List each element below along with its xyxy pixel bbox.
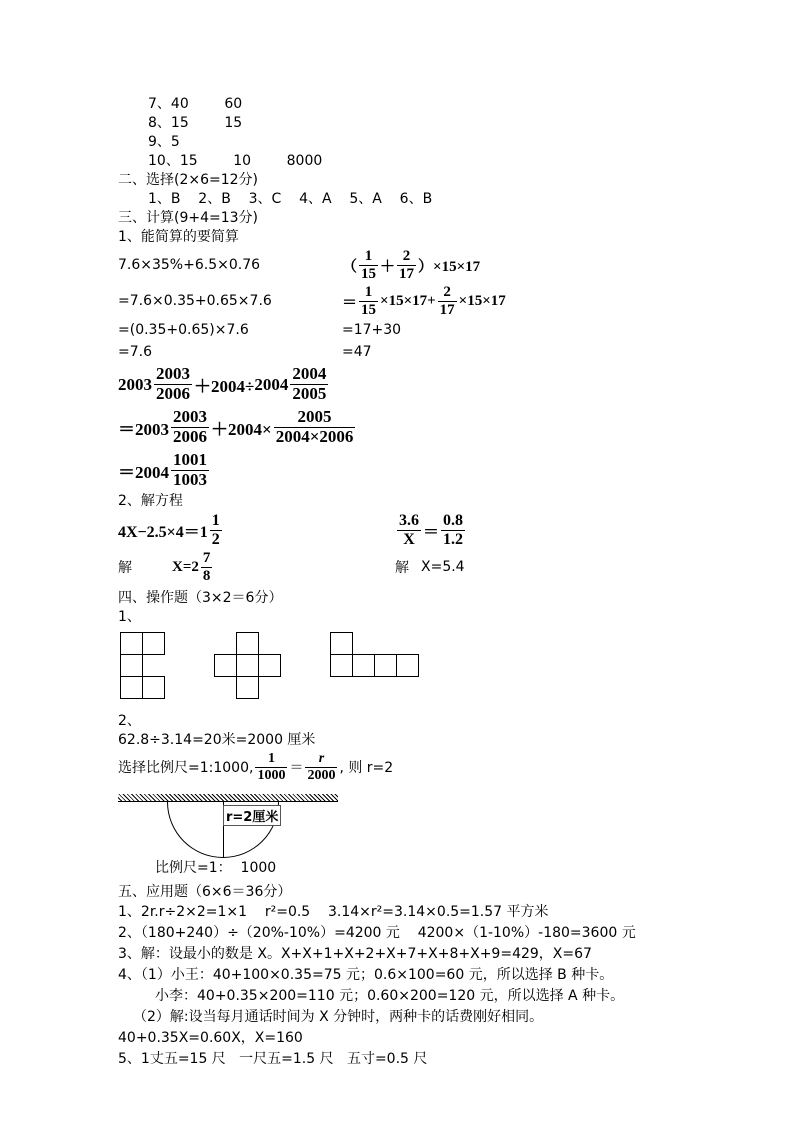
text-run: X=5.4: [421, 559, 465, 576]
answer-line: 3、解：设最小的数是 X。X+X+1+X+2+X+7+X+8+X+9=429，X=67: [118, 946, 592, 963]
solution-left: [118, 549, 395, 585]
calc-row-4: [118, 341, 758, 363]
fraction-numerator: r: [305, 751, 337, 767]
fraction-denominator: 15: [361, 265, 377, 282]
calc-fraction-line-2: [118, 406, 758, 449]
fraction-numerator: 3.6: [399, 512, 419, 529]
section-4-title: 四、操作题（3×2＝6分）: [118, 590, 283, 607]
fraction-numerator: 1: [359, 248, 378, 266]
section-3-subtitle: 1、能简算的要简算: [118, 229, 239, 245]
hatch-shading: [118, 794, 338, 801]
circumference-calc-line: 62.8÷3.14=20米=2000 厘米: [118, 732, 316, 749]
fraction-denominator: 8: [202, 567, 211, 584]
text-run: ＋2004÷: [194, 377, 255, 396]
fraction: [397, 248, 416, 282]
text-run: ＋2004×: [211, 420, 272, 439]
calc-right-expression: [342, 322, 401, 338]
answer-line-9: 9、5: [148, 134, 180, 150]
fraction-denominator: 2004×2006: [275, 427, 354, 446]
equals-sign: ＝: [423, 523, 440, 541]
scale-equation-line: [118, 750, 758, 784]
fraction-denominator: 2006: [173, 427, 207, 446]
fraction-denominator: 2005: [292, 384, 327, 403]
equation-right: [395, 511, 467, 549]
equation-row: [118, 511, 758, 549]
equals-sign: ＝: [289, 760, 304, 777]
fraction: [274, 408, 356, 446]
fraction: [171, 408, 209, 446]
text-run: （: [342, 258, 358, 275]
equation-subtitle: 2、解方程: [118, 493, 183, 509]
fraction: [201, 550, 213, 584]
text-run: ＝2004: [118, 463, 169, 482]
text-run: 选择比例尺=1:1000,: [118, 760, 254, 777]
section-2-title: 二、选择(2×6=12分): [118, 172, 259, 188]
fraction-denominator: 1003: [173, 470, 207, 489]
answer-line: 1、2r.r÷2×2=1×1 r²=0.5 3.14×r²=3.14×0.5=1.57 平方米: [118, 904, 549, 921]
text-run: , 则 r=2: [339, 760, 394, 777]
grid-figure-3: [330, 632, 419, 677]
fraction-denominator: 2000: [307, 767, 336, 783]
answer-line: 40+0.35X=0.60X，X=160: [118, 1030, 303, 1047]
calc-left-expression: =7.6: [118, 343, 152, 360]
text-run: 4X−2.5×4＝1: [118, 523, 208, 541]
fraction-denominator: 1.2: [443, 530, 464, 548]
calc-fraction-line-1: [118, 363, 758, 406]
text-run: 解: [118, 560, 132, 577]
text-run: ×15×17: [458, 292, 506, 309]
equation-left: [118, 511, 395, 549]
calc-left-expression: =(0.35+0.65)×7.6: [118, 321, 249, 338]
fraction: [438, 284, 457, 318]
text-run: X=2: [172, 558, 199, 575]
calc-right-expression: [342, 344, 372, 360]
fraction-denominator: 1000: [257, 767, 286, 783]
calc-right-expression: [342, 283, 506, 319]
fraction-denominator: 15: [361, 301, 377, 318]
section-2-answers: 1、B 2、B 3、C 4、A 5、A 6、B: [148, 191, 433, 207]
text-run: =47: [342, 344, 372, 360]
text-run: 2004: [254, 374, 289, 394]
answer-line: 4、（1）小王：40+100×0.35=75 元；0.6×100=60 元，所以选择 B 种卡。: [118, 967, 614, 984]
fraction: [290, 365, 328, 403]
section-5-title: 五、应用题（6×6＝36分）: [118, 884, 292, 901]
fraction-denominator: 2006: [156, 384, 190, 403]
fraction-numerator: 1: [359, 284, 378, 302]
section-4-item-1: 1、: [118, 609, 141, 626]
grid-figure-1: [120, 632, 165, 699]
text-run: ×15×17+: [380, 292, 436, 309]
grid-figures: [120, 632, 758, 706]
fraction: [255, 751, 287, 783]
section-3-title: 三、计算(9+4=13分): [118, 210, 259, 226]
calc-row-1: [118, 247, 758, 283]
calc-left-expression: 7.6×35%+6.5×0.76: [118, 256, 261, 273]
answer-line-7: 7、40 60: [148, 96, 243, 112]
answer-line-8: 8、15 15: [148, 115, 243, 131]
fraction: [441, 512, 465, 548]
semicircle-figure: [118, 794, 338, 858]
fraction-numerator: 1: [211, 512, 220, 529]
scale-label: 比例尺=1： 1000: [155, 860, 277, 877]
solution-right: [395, 557, 465, 577]
fraction: [305, 751, 337, 783]
calc-row-2: [118, 283, 758, 319]
fraction-numerator: 1001: [173, 450, 207, 470]
text-run: 2003: [118, 374, 152, 394]
calc-right-expression: [342, 247, 480, 283]
fraction: [397, 512, 421, 548]
fraction-denominator: 2: [211, 530, 220, 548]
semicircle: [167, 802, 279, 858]
fraction: [154, 365, 192, 403]
fraction-denominator: 17: [399, 265, 415, 282]
text-run: ＋: [380, 258, 396, 275]
solution-row: [118, 549, 758, 585]
answer-line: 5、1丈五=15 尺 一尺五=1.5 尺 五寸=0.5 尺: [118, 1051, 428, 1068]
fraction-numerator: 1: [255, 751, 287, 767]
fraction-numerator: 2003: [173, 407, 207, 427]
text-run: ＝2003: [118, 420, 169, 439]
calc-fraction-line-3: [118, 449, 758, 492]
fraction-numerator: 2: [438, 284, 457, 302]
fraction-numerator: 2004: [292, 364, 327, 384]
answer-line: 2、（180+240）÷（20%-10%）=4200 元 4200×（1-10%）-180=3600 元: [118, 925, 636, 942]
fraction-numerator: 7: [202, 550, 211, 567]
fraction-denominator: X: [403, 530, 415, 548]
answer-line-10: 10、15 10 8000: [148, 153, 323, 169]
fraction: [210, 512, 222, 548]
fraction-numerator: 2003: [156, 364, 190, 384]
radius-label: r=2厘米: [223, 805, 281, 826]
fraction-numerator: 2: [397, 248, 416, 266]
fraction: [171, 451, 209, 489]
fraction: [359, 248, 378, 282]
fraction-numerator: 0.8: [443, 512, 464, 529]
grid-figure-2: [214, 632, 281, 699]
calc-left-expression: =7.6×0.35+0.65×7.6: [118, 292, 272, 309]
section-4-item-2: 2、: [118, 713, 141, 730]
text-run: ＝: [342, 294, 358, 311]
text-run: =17+30: [342, 322, 402, 338]
text-run: ）×15×17: [418, 258, 481, 275]
fraction: [359, 284, 378, 318]
calc-row-3: [118, 319, 758, 341]
text-run: 解: [395, 560, 409, 577]
fraction-denominator: 17: [439, 301, 455, 318]
fraction-numerator: 2005: [274, 408, 356, 428]
answer-line: 小李：40+0.35×200=110 元；0.60×200=120 元，所以选择 A 种卡。: [155, 988, 625, 1005]
answer-line: （2）解:设当每月通话时间为 X 分钟时，两种卡的话费刚好相同。: [133, 1009, 544, 1026]
